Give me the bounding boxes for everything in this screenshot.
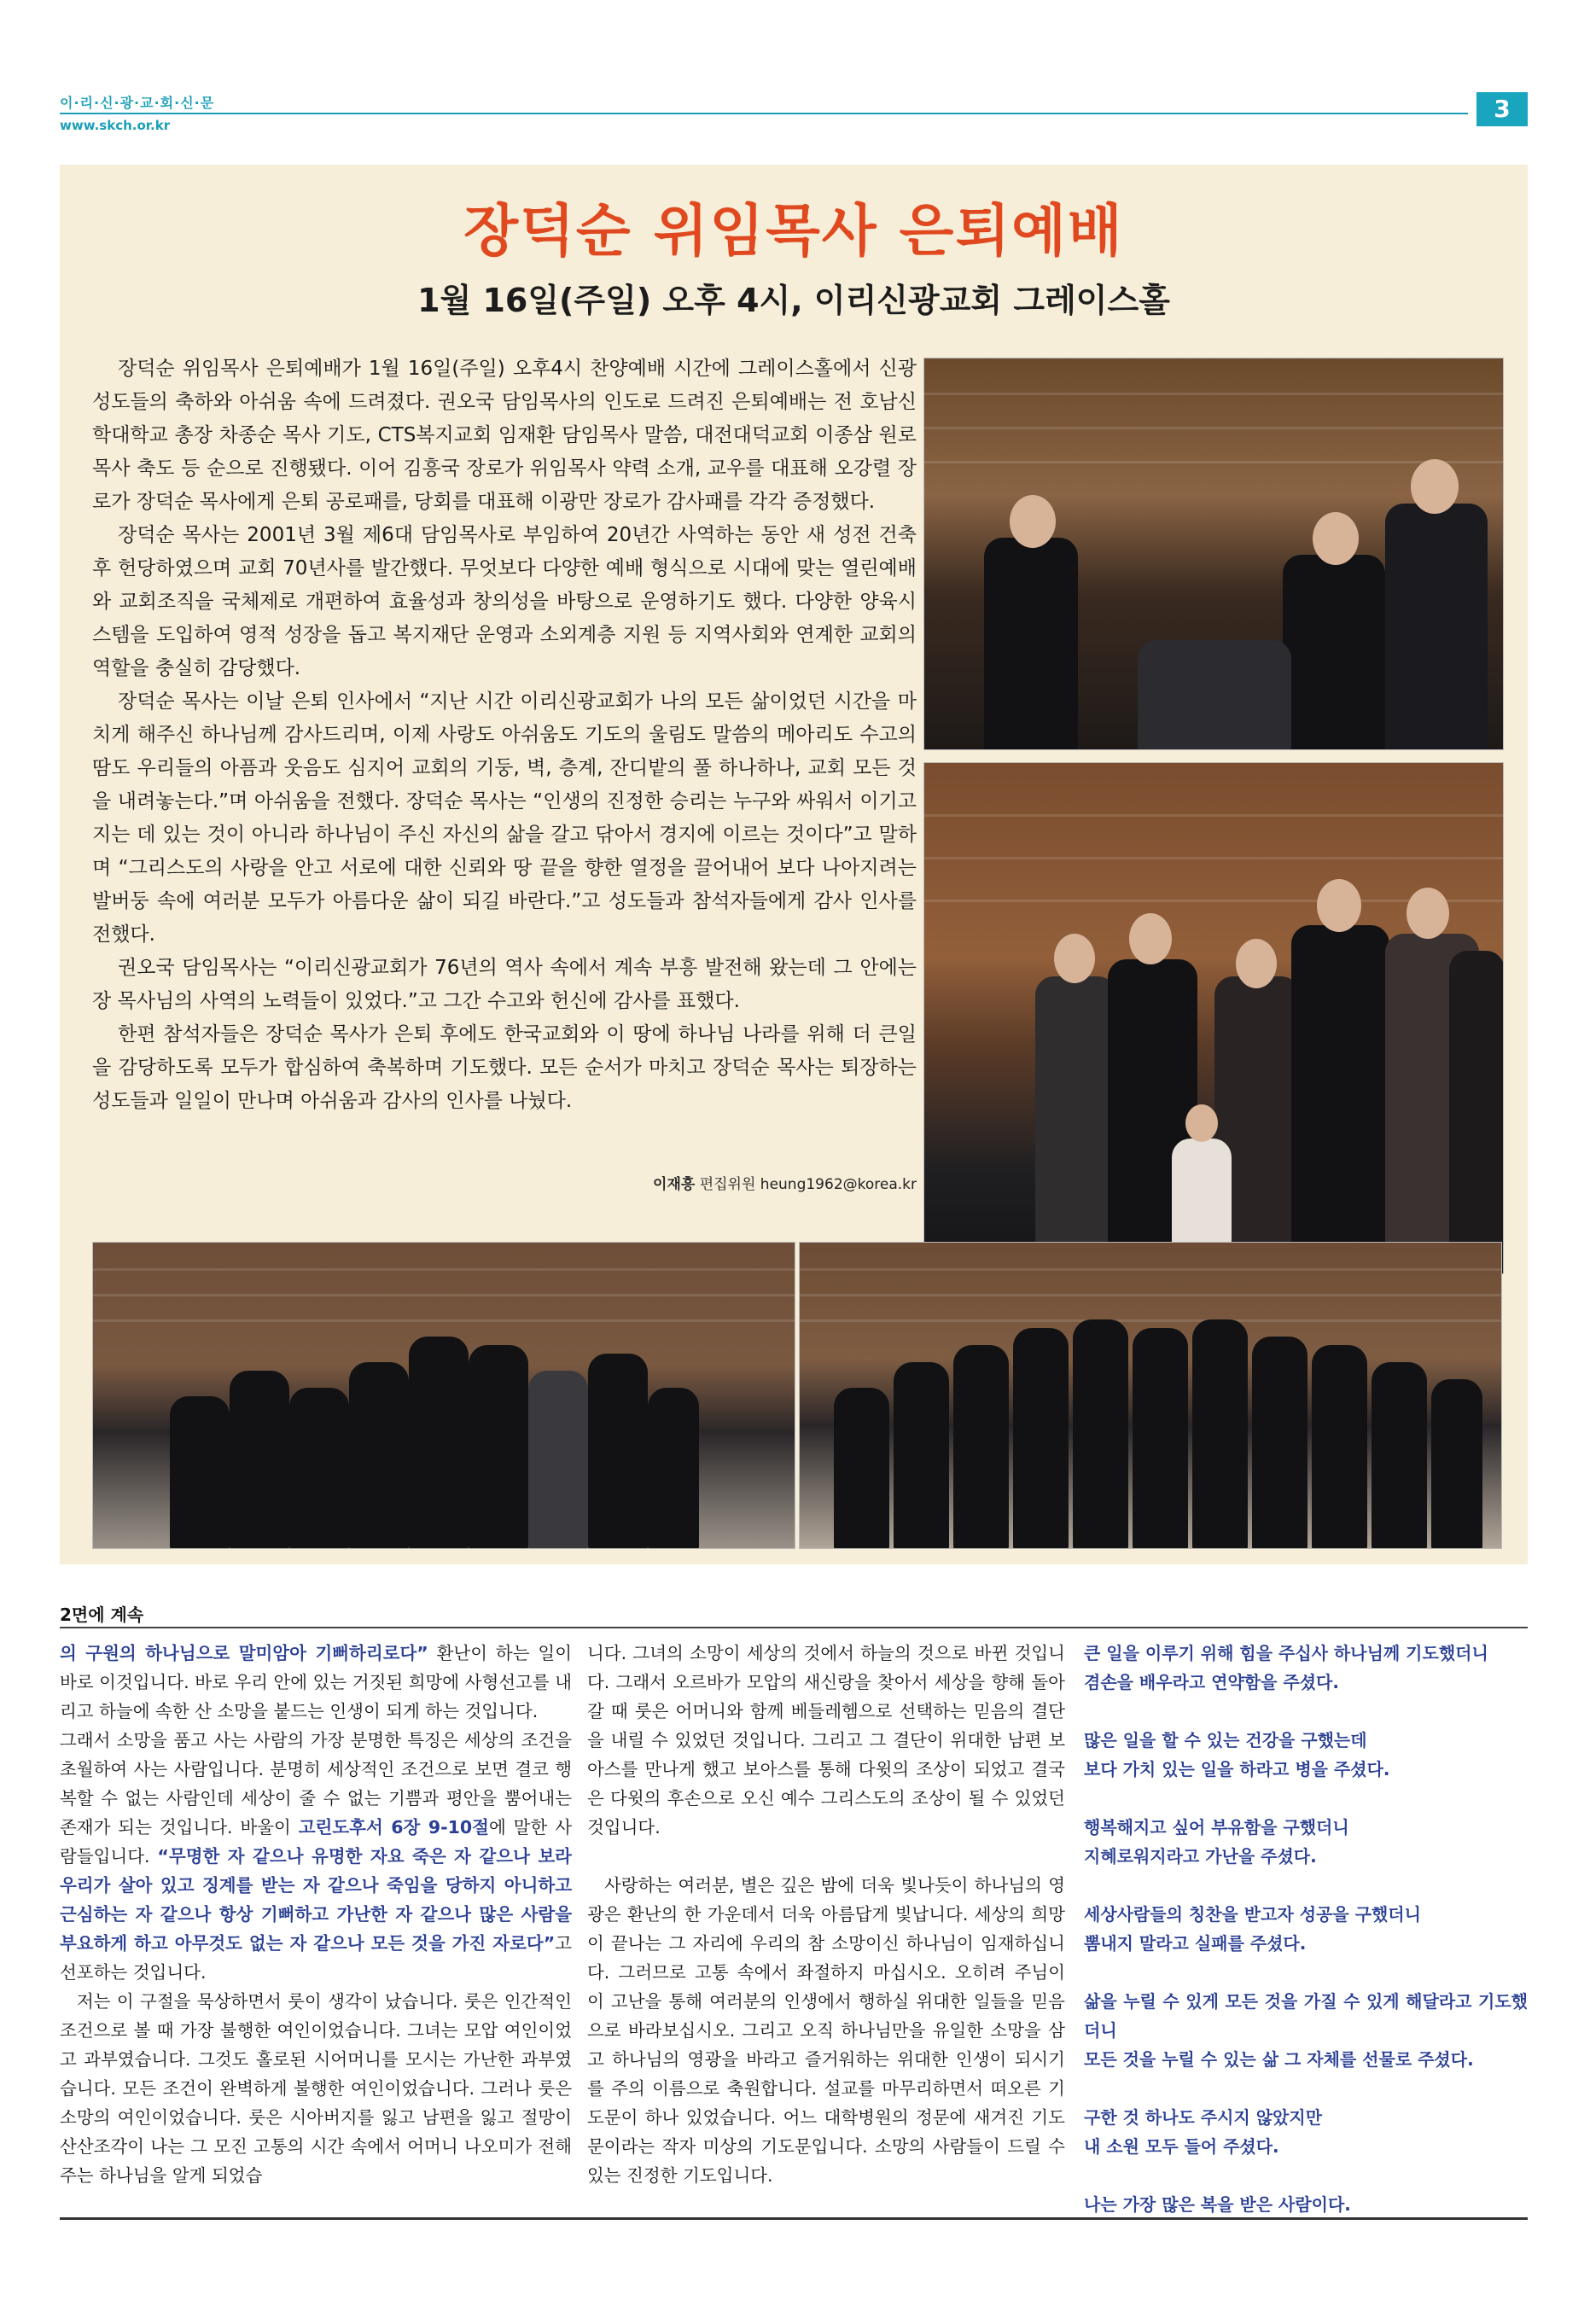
article-paragraph: 장덕순 목사는 2001년 3월 제6대 담임목사로 부임하여 20년간 사역하는 동안 새 성전 건축 후 헌당하였으며 교회 70년사를 발간했다. 무엇보다 다양한 예배 형식으로 시대에 맞는 열린예배와 교회조직을 국체제로 개편하여 효율성과 창의성을 바탕으로 운영하기도 했다. 다양한 양육시스템을 도입하여 영적 성장을 돕고 복지재단 운영과 소외계층 지원 등 지역사회와 연계한 교회의 역할을 충실히 감당했다. <box>92 524 917 679</box>
page-bottom-rule <box>60 2217 1528 2220</box>
byline <box>92 1172 917 1193</box>
feature-article-box <box>60 165 1528 1564</box>
byline-name: 이재흥 <box>653 1176 696 1193</box>
sermon-paragraph: 사랑하는 여러분, 별은 깊은 밤에 더욱 빛나듯이 하나님의 영광은 환난의 한 가운데서 더욱 아름답게 빛납니다. 세상의 희망이 끝나는 그 자리에 우리의 참 소망이신 하나님이 임재하십니다. 그러므로 고통 속에서 좌절하지 마십시오. 오히려 주님이 이 고난을 통해 여러분의 인생에서 행하실 위대한 일들을 믿음으로 바라보십시오. 그리고 오직 하나님만을 유일한 소망을 삼고 하나님의 영광을 바라고 즐거워하는 위대한 인생이 되시기를 주의 이름으로 축원합니다. 설교를 마무리하면서 떠오른 기도문이 하나 있었습니다. 어느 대학병원의 정문에 새겨진 기도문이라는 작자 미상의 기도문입니다. 소망의 사람들이 드릴 수 있는 진정한 기도입니다. <box>587 1875 1065 2186</box>
poem-stanza: 삶을 누릴 수 있게 모든 것을 가질 수 있게 해달라고 기도했더니 모든 것을 누릴 수 있는 삶 그 자체를 선물로 주셨다. <box>1084 1991 1528 2070</box>
sermon-paragraph: 니다. 그녀의 소망이 세상의 것에서 하늘의 것으로 바뀐 것입니다. 그래서 오르바가 모압의 새신랑을 찾아서 세상을 향해 돌아갈 때 룻은 어머니와 함께 베들레헴으로 선택하는 믿음의 결단을 내릴 수 있었던 것입니다. 그리고 그 결단이 위대한 남편 보아스를 만나게 했고 보아스를 통해 다윗의 조상이 되었고 결국은 다윗의 후손으로 오신 예수 그리스도의 조상이 될 수 있었던 것입니다. <box>587 1643 1065 1838</box>
byline-role: 편집위원 heung1962@korea.kr <box>695 1176 917 1193</box>
article-paragraph: 장덕순 위임목사 은퇴예배가 1월 16일(주일) 오후4시 찬양예배 시간에 그레이스홀에서 신광 성도들의 축하와 아쉬움 속에 드려졌다. 권오국 담임목사의 인도로 드려진 은퇴예배는 전 호남신학대학교 총장 차종순 목사 기도, CTS복지교회 임재환 담임목사 말씀, 대전대덕교회 이종삼 원로목사 축도 등 순으로 진행됐다. 이어 김흥국 장로가 위임목사 약력 소개, 교우를 대표해 오강렬 장로가 장덕순 목사에게 은퇴 공로패를, 당회를 대표해 이광만 장로가 감사패를 각각 증정했다. <box>92 358 917 513</box>
poem-stanza: 큰 일을 이루기 위해 힘을 주십사 하나님께 기도했더니 겸손을 배우라고 연약함을 주셨다. <box>1084 1643 1488 1692</box>
photo-group-left <box>92 1242 795 1549</box>
prayer-poem <box>1084 1639 1528 2248</box>
article-paragraph: 장덕순 목사는 이날 은퇴 인사에서 “지난 시간 이리신광교회가 나의 모든 삶이었던 시간을 마치게 해주신 하나님께 감사드리며, 이제 사랑도 아쉬움도 기도의 울림도 말씀의 메아리도 수고의 땀도 우리들의 아픔과 웃음도 심지어 교회의 기둥, 벽, 층계, 잔디밭의 풀 하나하나, 교회 모든 것을 내려놓는다.”며 아쉬움을 전했다. 장덕순 목사는 “인생의 진정한 승리는 누구와 싸워서 이기고 지는 데 있는 것이 아니라 하나님이 주신 자신의 삶을 갈고 닦아서 경지에 이르는 것이다”고 말하며 “그리스도의 사랑을 안고 서로에 대한 신뢰와 땅 끝을 향한 열정을 끌어내어 보다 나아지려는 발버둥 속에 여러분 모두가 아름다운 삶이 되길 바란다.”고 성도들과 참석자들에게 감사 인사를 전했다. <box>92 690 917 946</box>
sermon-paragraph: 의 구원의 하나님으로 말미암아 기뻐하리로다” 환난이 하는 일이 바로 이것입니다. 바로 우리 안에 있는 거짓된 희망에 사형선고를 내리고 하늘에 속한 산 소망을 붙드는 인생이 되게 하는 것입니다. <box>60 1643 572 1721</box>
continued-column-1 <box>60 1639 572 2190</box>
poem-final-line: 나는 가장 많은 복을 받은 사람이다. <box>1084 2194 1351 2215</box>
continued-column-2 <box>587 1639 1065 2190</box>
subheadline: 1월 16일(주일) 오후 4시, 이리신광교회 그레이스홀 <box>417 282 1170 319</box>
poem-stanza: 행복해지고 싶어 부유함을 구했더니 지혜로워지라고 가난을 주셨다. <box>1084 1817 1349 1867</box>
scripture-quote: 의 구원의 하나님으로 말미암아 기뻐하리로다” <box>60 1643 428 1663</box>
sermon-paragraph: 그래서 소망을 품고 사는 사람의 가장 분명한 특징은 세상의 조건을 초월하여 사는 사람입니다. 분명히 세상적인 조건으로 보면 결코 행복할 수 없는 사람인데 세상이 줄 수 없는 기쁨과 평안을 뿜어내는 존재가 되는 것입니다. 바울이 고린도후서 6장 9-10절에 말한 사람들입니다. “무명한 자 같으나 유명한 자요 죽은 자 같으나 보라 우리가 살아 있고 징계를 받는 자 같으나 죽임을 당하지 아니하고 근심하는 자 같으나 항상 기뻐하고 가난한 자 같으나 많은 사람을 부요하게 하고 아무것도 없는 자 같으나 모든 것을 가진 자로다”고 선포하는 것입니다. <box>60 1730 572 1983</box>
article-paragraph: 한편 참석자들은 장덕순 목사가 은퇴 후에도 한국교회와 이 땅에 하나님 나라를 위해 더 큰일을 감당하도록 모두가 합심하여 축복하며 기도했다. 모든 순서가 마치고 장덕순 목사는 퇴장하는 성도들과 일일이 만나며 아쉬움과 감사의 인사를 나눴다. <box>92 1023 917 1112</box>
photo-plaque-presentation <box>923 358 1504 750</box>
website-link[interactable]: www.skch.or.kr <box>60 118 171 133</box>
headline: 장덕순 위임목사 은퇴예배 <box>463 198 1124 264</box>
scripture-reference: 고린도후서 6장 9-10절 <box>298 1817 489 1838</box>
sermon-paragraph: 저는 이 구절을 묵상하면서 룻이 생각이 났습니다. 룻은 인간적인 조건으로 볼 때 가장 불행한 여인이었습니다. 그녀는 모압 여인이었고 과부였습니다. 그것도 홀로된 시어머니를 모시는 가난한 과부였습니다. 모든 조건이 완벽하게 불행한 여인이었습니다. 그러나 룻은 소망의 여인이었습니다. 룻은 시아버지를 잃고 남편을 잃고 절망이 산산조각이 나는 그 모진 고통의 시간 속에서 어머니 나오미가 전해 주는 하나님을 알게 되었습 <box>60 1991 572 2186</box>
poem-stanza: 많은 일을 할 수 있는 건강을 구했는데 보다 가치 있는 일을 하라고 병을 주셨다. <box>1084 1730 1390 1779</box>
page-number: 3 <box>1476 92 1528 126</box>
photo-group-right <box>799 1242 1502 1549</box>
masthead <box>60 92 1528 143</box>
masthead-rule <box>60 113 1468 114</box>
article-paragraph: 권오국 담임목사는 “이리신광교회가 76년의 역사 속에서 계속 부흥 발전해 왔는데 그 안에는 장 목사님의 사역의 노력들이 있었다.”고 그간 수고와 헌신에 감사를 표했다. <box>92 957 917 1012</box>
section-rule <box>60 1627 1528 1628</box>
poem-stanza: 구한 것 하나도 주시지 않았지만 내 소원 모두 들어 주셨다. <box>1084 2107 1323 2157</box>
article-body <box>92 352 917 1118</box>
photo-family-group <box>923 762 1504 1274</box>
poem-stanza: 세상사람들의 칭찬을 받고자 성공을 구했더니 뽐내지 말라고 실패를 주셨다. <box>1084 1904 1421 1954</box>
continued-section-title: 2면에 계속 <box>60 1605 144 1625</box>
newspaper-name: 이·리·신·광·교·회·신·문 <box>60 95 215 111</box>
scripture-quote: “무명한 자 같으나 유명한 자요 죽은 자 같으나 보라 우리가 살아 있고 징계를 받는 자 같으나 죽임을 당하지 아니하고 근심하는 자 같으나 항상 기뻐하고 가난한 자 같으나 많은 사람을 부요하게 하고 아무것도 없는 자 같으나 모든 것을 가진 자로다” <box>60 1846 572 1954</box>
